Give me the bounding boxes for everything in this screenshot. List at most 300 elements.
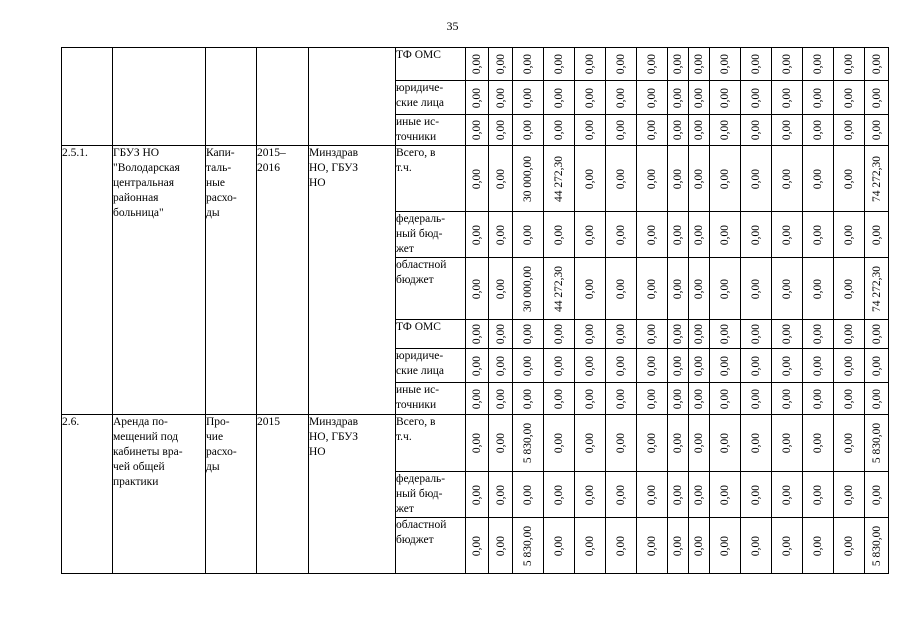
- amount-cell: [772, 212, 803, 258]
- amount-value: 0,00: [870, 224, 883, 245]
- amount-value: 0,00: [522, 388, 534, 409]
- amount-cell: [772, 258, 803, 320]
- item-name-cell: ГБУЗ НО "Володарская центральная районная больница": [113, 146, 206, 415]
- amount-value: 0,00: [812, 484, 824, 505]
- amount-cell: [544, 349, 575, 383]
- amount-cell: [834, 212, 865, 258]
- amount-cell: [865, 415, 889, 472]
- amount-cell: [803, 415, 834, 472]
- amount-cell: [865, 212, 889, 258]
- amount-value: 0,00: [672, 355, 684, 376]
- amount-cell: [710, 472, 741, 518]
- amount-cell: [689, 320, 710, 349]
- amount-cell: [513, 518, 544, 574]
- budget-table: [61, 47, 889, 574]
- amount-value: 0,00: [494, 53, 507, 75]
- amount-value: 0,00: [870, 53, 883, 75]
- amount-cell: [668, 48, 689, 81]
- amount-value: 0,00: [471, 119, 483, 141]
- amount-cell: [513, 472, 544, 518]
- amount-value: 0,00: [672, 278, 684, 299]
- amount-cell: [489, 146, 513, 212]
- amount-cell: [544, 415, 575, 472]
- amount-cell: [489, 258, 513, 320]
- amount-cell: [710, 383, 741, 415]
- amount-cell: [513, 81, 544, 115]
- amount-value: 0,00: [750, 432, 762, 454]
- amount-cell: [489, 518, 513, 574]
- amount-value: 0,00: [719, 278, 731, 299]
- amount-value: 0,00: [781, 53, 793, 75]
- amount-cell: [606, 48, 637, 81]
- amount-cell: [741, 518, 772, 574]
- amount-value: 0,00: [522, 119, 534, 141]
- amount-value: 0,00: [471, 323, 483, 345]
- amount-cell: [865, 320, 889, 349]
- amount-cell: [466, 258, 489, 320]
- amount-value: 0,00: [781, 432, 793, 454]
- amount-cell: [668, 472, 689, 518]
- amount-value: 0,00: [672, 224, 684, 245]
- amount-cell: [710, 81, 741, 115]
- amount-cell: [865, 383, 889, 415]
- amount-value: 0,00: [615, 432, 627, 454]
- amount-value: 0,00: [471, 224, 483, 245]
- amount-value: 0,00: [781, 224, 793, 245]
- amount-value: 0,00: [553, 53, 565, 75]
- amount-cell: [606, 518, 637, 574]
- amount-cell: [513, 258, 544, 320]
- amount-cell: [575, 472, 606, 518]
- funding-source-cell: областной бюджет: [396, 518, 466, 574]
- amount-cell: [741, 383, 772, 415]
- funding-source-cell: областной бюджет: [396, 258, 466, 320]
- amount-value: 0,00: [522, 53, 534, 75]
- amount-cell: [803, 518, 834, 574]
- amount-value: 0,00: [522, 355, 534, 376]
- amount-value: 0,00: [646, 355, 658, 376]
- amount-value: 0,00: [719, 323, 731, 345]
- amount-value: 0,00: [584, 388, 596, 409]
- amount-value: 0,00: [584, 484, 596, 505]
- amount-value: 0,00: [693, 224, 705, 245]
- amount-value: 0,00: [494, 119, 507, 141]
- amount-cell: [489, 383, 513, 415]
- amount-value: 0,00: [750, 355, 762, 376]
- amount-cell: [606, 383, 637, 415]
- amount-value: 0,00: [672, 484, 684, 505]
- amount-value: 0,00: [584, 535, 596, 556]
- amount-cell: [513, 349, 544, 383]
- amount-value: 0,00: [471, 535, 483, 556]
- amount-cell: [689, 212, 710, 258]
- amount-cell: [710, 258, 741, 320]
- amount-value: 0,00: [672, 168, 684, 189]
- amount-value: 0,00: [719, 87, 731, 108]
- amount-value: 0,00: [719, 119, 731, 141]
- amount-cell: [834, 48, 865, 81]
- amount-cell: [575, 115, 606, 146]
- amount-cell: [865, 115, 889, 146]
- amount-value: 0,00: [693, 432, 705, 454]
- expense-type-cell: Капи- таль- ные расхо- ды: [206, 146, 257, 415]
- amount-cell: [544, 146, 575, 212]
- amount-cell: [637, 518, 668, 574]
- amount-value: 0,00: [615, 224, 627, 245]
- amount-value: 0,00: [812, 53, 824, 75]
- amount-value: 0,00: [870, 323, 883, 345]
- amount-value: 0,00: [584, 87, 596, 108]
- amount-value: 0,00: [719, 53, 731, 75]
- amount-value: 0,00: [646, 168, 658, 189]
- amount-value: 0,00: [584, 224, 596, 245]
- amount-value: 74 272,30: [870, 155, 883, 202]
- amount-value: 0,00: [843, 432, 855, 454]
- amount-cell: [466, 349, 489, 383]
- amount-cell: [668, 146, 689, 212]
- amount-cell: [575, 518, 606, 574]
- amount-value: 0,00: [693, 119, 705, 141]
- amount-value: 0,00: [553, 388, 565, 409]
- amount-cell: [710, 115, 741, 146]
- amount-value: 0,00: [471, 168, 483, 189]
- amount-cell: [772, 472, 803, 518]
- amount-value: 0,00: [646, 87, 658, 108]
- amount-value: 0,00: [750, 278, 762, 299]
- amount-cell: [865, 258, 889, 320]
- item-name-cell: [113, 48, 206, 146]
- amount-value: 0,00: [843, 224, 855, 245]
- amount-value: 0,00: [812, 224, 824, 245]
- amount-value: 0,00: [646, 388, 658, 409]
- amount-cell: [668, 415, 689, 472]
- amount-cell: [710, 415, 741, 472]
- amount-value: 0,00: [494, 432, 507, 454]
- amount-cell: [689, 415, 710, 472]
- amount-value: 0,00: [553, 432, 565, 454]
- amount-cell: [803, 320, 834, 349]
- amount-cell: [865, 81, 889, 115]
- amount-cell: [544, 320, 575, 349]
- amount-value: 0,00: [615, 535, 627, 556]
- amount-value: 0,00: [672, 53, 684, 75]
- amount-value: 0,00: [522, 323, 534, 345]
- amount-cell: [489, 81, 513, 115]
- item-code-cell: 2.6.: [62, 415, 113, 574]
- amount-cell: [575, 48, 606, 81]
- amount-value: 0,00: [693, 484, 705, 505]
- amount-value: 0,00: [615, 355, 627, 376]
- amount-cell: [689, 115, 710, 146]
- amount-value: 0,00: [615, 87, 627, 108]
- amount-value: 0,00: [870, 388, 883, 409]
- amount-value: 0,00: [750, 388, 762, 409]
- amount-cell: [513, 415, 544, 472]
- amount-cell: [834, 472, 865, 518]
- amount-cell: [466, 383, 489, 415]
- amount-cell: [772, 81, 803, 115]
- amount-cell: [513, 115, 544, 146]
- amount-cell: [606, 472, 637, 518]
- amount-value: 0,00: [870, 87, 883, 108]
- amount-value: 0,00: [646, 484, 658, 505]
- amount-cell: [689, 349, 710, 383]
- amount-value: 0,00: [494, 388, 507, 409]
- amount-cell: [865, 349, 889, 383]
- amount-cell: [668, 81, 689, 115]
- amount-cell: [772, 48, 803, 81]
- amount-cell: [741, 415, 772, 472]
- amount-cell: [544, 115, 575, 146]
- amount-cell: [637, 115, 668, 146]
- amount-cell: [466, 472, 489, 518]
- amount-cell: [741, 212, 772, 258]
- amount-cell: [466, 320, 489, 349]
- amount-value: 0,00: [615, 168, 627, 189]
- amount-cell: [489, 349, 513, 383]
- amount-cell: [489, 472, 513, 518]
- amount-value: 0,00: [812, 535, 824, 556]
- amount-cell: [741, 320, 772, 349]
- amount-value: 0,00: [494, 323, 507, 345]
- executor-cell: Минздрав НО, ГБУЗ НО: [309, 415, 396, 574]
- funding-source-cell: федераль- ный бюд- жет: [396, 212, 466, 258]
- amount-cell: [606, 415, 637, 472]
- amount-value: 0,00: [471, 432, 483, 454]
- amount-cell: [865, 518, 889, 574]
- amount-value: 0,00: [750, 119, 762, 141]
- amount-cell: [513, 212, 544, 258]
- amount-cell: [544, 48, 575, 81]
- amount-cell: [741, 472, 772, 518]
- table-row: [62, 415, 889, 472]
- amount-cell: [513, 48, 544, 81]
- amount-cell: [710, 212, 741, 258]
- amount-value: 0,00: [584, 355, 596, 376]
- amount-cell: [637, 349, 668, 383]
- amount-cell: [741, 81, 772, 115]
- amount-value: 0,00: [812, 168, 824, 189]
- amount-cell: [772, 320, 803, 349]
- amount-value: 0,00: [693, 323, 705, 345]
- amount-value: 0,00: [750, 168, 762, 189]
- period-cell: 2015: [257, 415, 309, 574]
- funding-source-cell: юридиче- ские лица: [396, 81, 466, 115]
- amount-cell: [668, 349, 689, 383]
- amount-cell: [772, 146, 803, 212]
- amount-value: 0,00: [646, 535, 658, 556]
- amount-value: 0,00: [781, 535, 793, 556]
- amount-cell: [466, 48, 489, 81]
- amount-value: 0,00: [750, 535, 762, 556]
- amount-cell: [544, 472, 575, 518]
- amount-cell: [575, 320, 606, 349]
- amount-value: 0,00: [750, 484, 762, 505]
- amount-value: 0,00: [646, 432, 658, 454]
- period-cell: [257, 48, 309, 146]
- amount-cell: [865, 472, 889, 518]
- amount-cell: [575, 349, 606, 383]
- amount-value: 0,00: [522, 87, 534, 108]
- amount-value: 0,00: [584, 53, 596, 75]
- amount-value: 0,00: [646, 119, 658, 141]
- amount-value: 0,00: [781, 484, 793, 505]
- item-code-cell: [62, 48, 113, 146]
- amount-cell: [710, 48, 741, 81]
- amount-value: 0,00: [843, 535, 855, 556]
- table-row: [62, 48, 889, 81]
- amount-value: 0,00: [672, 87, 684, 108]
- amount-cell: [689, 383, 710, 415]
- amount-value: 0,00: [843, 484, 855, 505]
- amount-value: 0,00: [812, 388, 824, 409]
- amount-cell: [544, 212, 575, 258]
- amount-cell: [513, 146, 544, 212]
- executor-cell: [309, 48, 396, 146]
- amount-value: 0,00: [719, 224, 731, 245]
- amount-cell: [772, 349, 803, 383]
- amount-cell: [834, 518, 865, 574]
- amount-value: 0,00: [522, 224, 534, 245]
- amount-value: 0,00: [693, 168, 705, 189]
- amount-cell: [637, 258, 668, 320]
- amount-cell: [668, 212, 689, 258]
- amount-cell: [575, 383, 606, 415]
- amount-value: 0,00: [719, 484, 731, 505]
- amount-value: 0,00: [494, 355, 507, 376]
- amount-value: 0,00: [646, 278, 658, 299]
- amount-cell: [544, 383, 575, 415]
- amount-value: 0,00: [750, 224, 762, 245]
- amount-value: 0,00: [693, 535, 705, 556]
- amount-value: 0,00: [672, 388, 684, 409]
- amount-cell: [772, 518, 803, 574]
- amount-value: 0,00: [812, 119, 824, 141]
- amount-cell: [803, 81, 834, 115]
- amount-value: 0,00: [584, 323, 596, 345]
- period-cell: 2015– 2016: [257, 146, 309, 415]
- amount-value: 0,00: [781, 323, 793, 345]
- amount-value: 0,00: [553, 484, 565, 505]
- amount-value: 0,00: [471, 278, 483, 299]
- amount-cell: [489, 115, 513, 146]
- funding-source-cell: иные ис- точники: [396, 383, 466, 415]
- amount-value: 0,00: [494, 535, 507, 556]
- amount-value: 0,00: [781, 168, 793, 189]
- amount-value: 0,00: [693, 53, 705, 75]
- amount-cell: [710, 146, 741, 212]
- amount-value: 0,00: [494, 224, 507, 245]
- funding-source-cell: Всего, в т.ч.: [396, 146, 466, 212]
- amount-value: 5 830,00: [870, 525, 883, 566]
- amount-value: 0,00: [672, 323, 684, 345]
- amount-value: 0,00: [494, 484, 507, 505]
- amount-cell: [606, 320, 637, 349]
- table-row: [62, 146, 889, 212]
- page-number: 35: [446, 19, 459, 33]
- amount-value: 0,00: [812, 87, 824, 108]
- amount-value: 0,00: [672, 535, 684, 556]
- amount-cell: [637, 472, 668, 518]
- amount-cell: [689, 48, 710, 81]
- amount-value: 0,00: [843, 323, 855, 345]
- amount-value: 5 830,00: [522, 422, 534, 464]
- amount-cell: [834, 383, 865, 415]
- funding-source-cell: ТФ ОМС: [396, 320, 466, 349]
- amount-cell: [606, 258, 637, 320]
- amount-value: 0,00: [693, 388, 705, 409]
- amount-value: 0,00: [812, 278, 824, 299]
- amount-value: 0,00: [843, 278, 855, 299]
- amount-value: 0,00: [693, 278, 705, 299]
- amount-value: 0,00: [615, 323, 627, 345]
- amount-value: 0,00: [750, 53, 762, 75]
- amount-cell: [741, 48, 772, 81]
- amount-cell: [544, 518, 575, 574]
- amount-value: 0,00: [672, 119, 684, 141]
- amount-value: 0,00: [646, 323, 658, 345]
- amount-cell: [834, 320, 865, 349]
- amount-value: 0,00: [719, 355, 731, 376]
- amount-value: 0,00: [553, 535, 565, 556]
- amount-cell: [834, 258, 865, 320]
- amount-cell: [489, 415, 513, 472]
- amount-cell: [803, 383, 834, 415]
- amount-cell: [834, 415, 865, 472]
- amount-cell: [466, 212, 489, 258]
- amount-cell: [668, 518, 689, 574]
- amount-cell: [710, 349, 741, 383]
- amount-cell: [606, 212, 637, 258]
- amount-value: 0,00: [719, 432, 731, 454]
- amount-value: 0,00: [843, 388, 855, 409]
- amount-cell: [637, 320, 668, 349]
- amount-cell: [668, 115, 689, 146]
- amount-value: 0,00: [812, 432, 824, 454]
- amount-value: 0,00: [843, 87, 855, 108]
- amount-cell: [689, 518, 710, 574]
- amount-cell: [637, 415, 668, 472]
- amount-cell: [741, 115, 772, 146]
- amount-cell: [606, 146, 637, 212]
- amount-cell: [803, 146, 834, 212]
- amount-value: 74 272,30: [870, 265, 883, 312]
- amount-cell: [466, 81, 489, 115]
- amount-value: 0,00: [646, 53, 658, 75]
- amount-value: 0,00: [781, 388, 793, 409]
- amount-value: 0,00: [471, 53, 483, 75]
- amount-value: 0,00: [870, 484, 883, 505]
- amount-cell: [741, 258, 772, 320]
- amount-value: 30 000,00: [522, 155, 534, 202]
- expense-type-cell: Про- чие расхо- ды: [206, 415, 257, 574]
- amount-value: 5 830,00: [522, 525, 534, 566]
- amount-value: 0,00: [471, 388, 483, 409]
- amount-cell: [489, 320, 513, 349]
- funding-source-cell: федераль- ный бюд- жет: [396, 472, 466, 518]
- amount-value: 0,00: [719, 388, 731, 409]
- amount-value: 0,00: [781, 87, 793, 108]
- amount-cell: [834, 349, 865, 383]
- amount-value: 0,00: [870, 119, 883, 141]
- amount-value: 0,00: [719, 168, 731, 189]
- amount-cell: [637, 383, 668, 415]
- funding-source-cell: иные ис- точники: [396, 115, 466, 146]
- amount-value: 44 272,30: [553, 265, 565, 312]
- amount-cell: [466, 518, 489, 574]
- amount-value: 0,00: [693, 355, 705, 376]
- amount-value: 0,00: [553, 355, 565, 376]
